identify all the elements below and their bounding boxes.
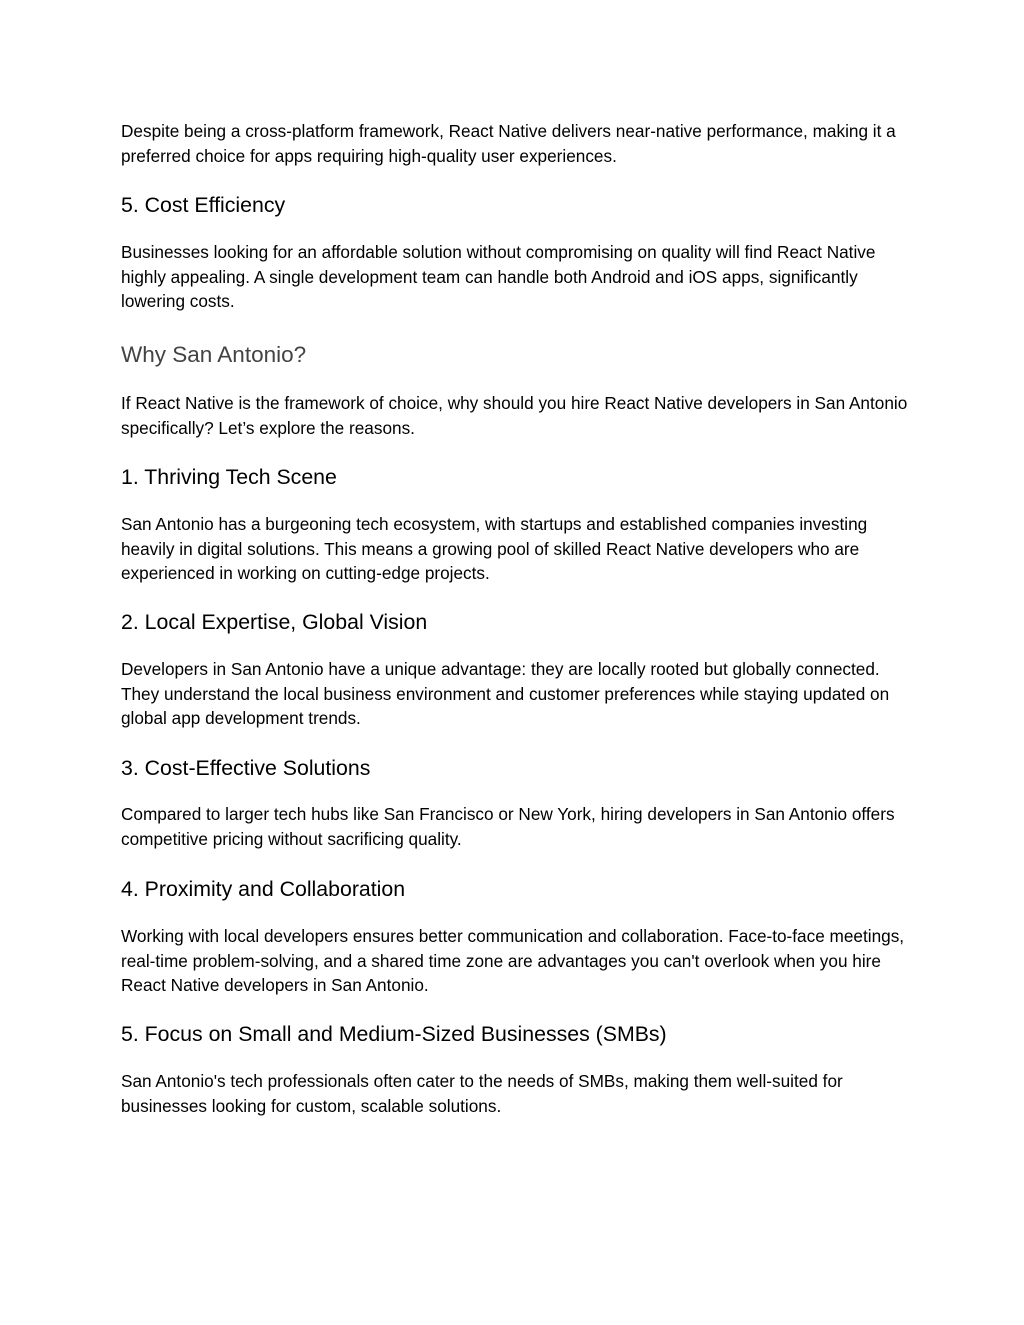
section-heading-cost-efficiency: 5. Cost Efficiency [121, 193, 286, 217]
intro-paragraph: Despite being a cross-platform framework, React Native delivers near-native performance, making it a preferred choice for apps requiring high-quality user experiences. [121, 121, 896, 166]
reason-body-smb-focus: San Antonio's tech professionals often cater to the needs of SMBs, making them well-suited for businesses looking for custom, scalable solutions. [121, 1071, 843, 1116]
reason-body-cost-effective: Compared to larger tech hubs like San Francisco or New York, hiring developers in San Antonio offers competitive pricing without sacrificing quality. [121, 804, 895, 849]
section-heading-why-san-antonio: Why San Antonio? [121, 342, 307, 367]
reason-heading-thriving-tech-scene: 1. Thriving Tech Scene [121, 465, 337, 489]
section-body-cost-efficiency: Businesses looking for an affordable solution without compromising on quality will find React Native highly appealing. A single development team can handle both Android and iOS apps, significantly lowering costs. [121, 242, 876, 311]
reason-heading-local-expertise: 2. Local Expertise, Global Vision [121, 610, 428, 634]
reason-body-proximity: Working with local developers ensures better communication and collaboration. Face-to-face meetings, real-time problem-solving, and a shared time zone are advantages you can't overlook when you hire React Native developers in San Antonio. [121, 926, 905, 995]
reason-heading-smb-focus: 5. Focus on Small and Medium-Sized Businesses (SMBs) [121, 1022, 667, 1046]
reason-body-local-expertise: Developers in San Antonio have a unique advantage: they are locally rooted but globally connected. They understand the local business environment and customer preferences while staying updated on global app development trends. [121, 659, 890, 728]
reason-heading-cost-effective: 3. Cost-Effective Solutions [121, 756, 371, 780]
reason-body-thriving-tech-scene: San Antonio has a burgeoning tech ecosystem, with startups and established companies investing heavily in digital solutions. This means a growing pool of skilled React Native developers who are experienced in working on cutting-edge projects. [121, 514, 868, 583]
reason-heading-proximity: 4. Proximity and Collaboration [121, 877, 406, 901]
section-body-why-san-antonio: If React Native is the framework of choice, why should you hire React Native developers in San Antonio specifically? Let’s explore the reasons. [121, 393, 908, 438]
